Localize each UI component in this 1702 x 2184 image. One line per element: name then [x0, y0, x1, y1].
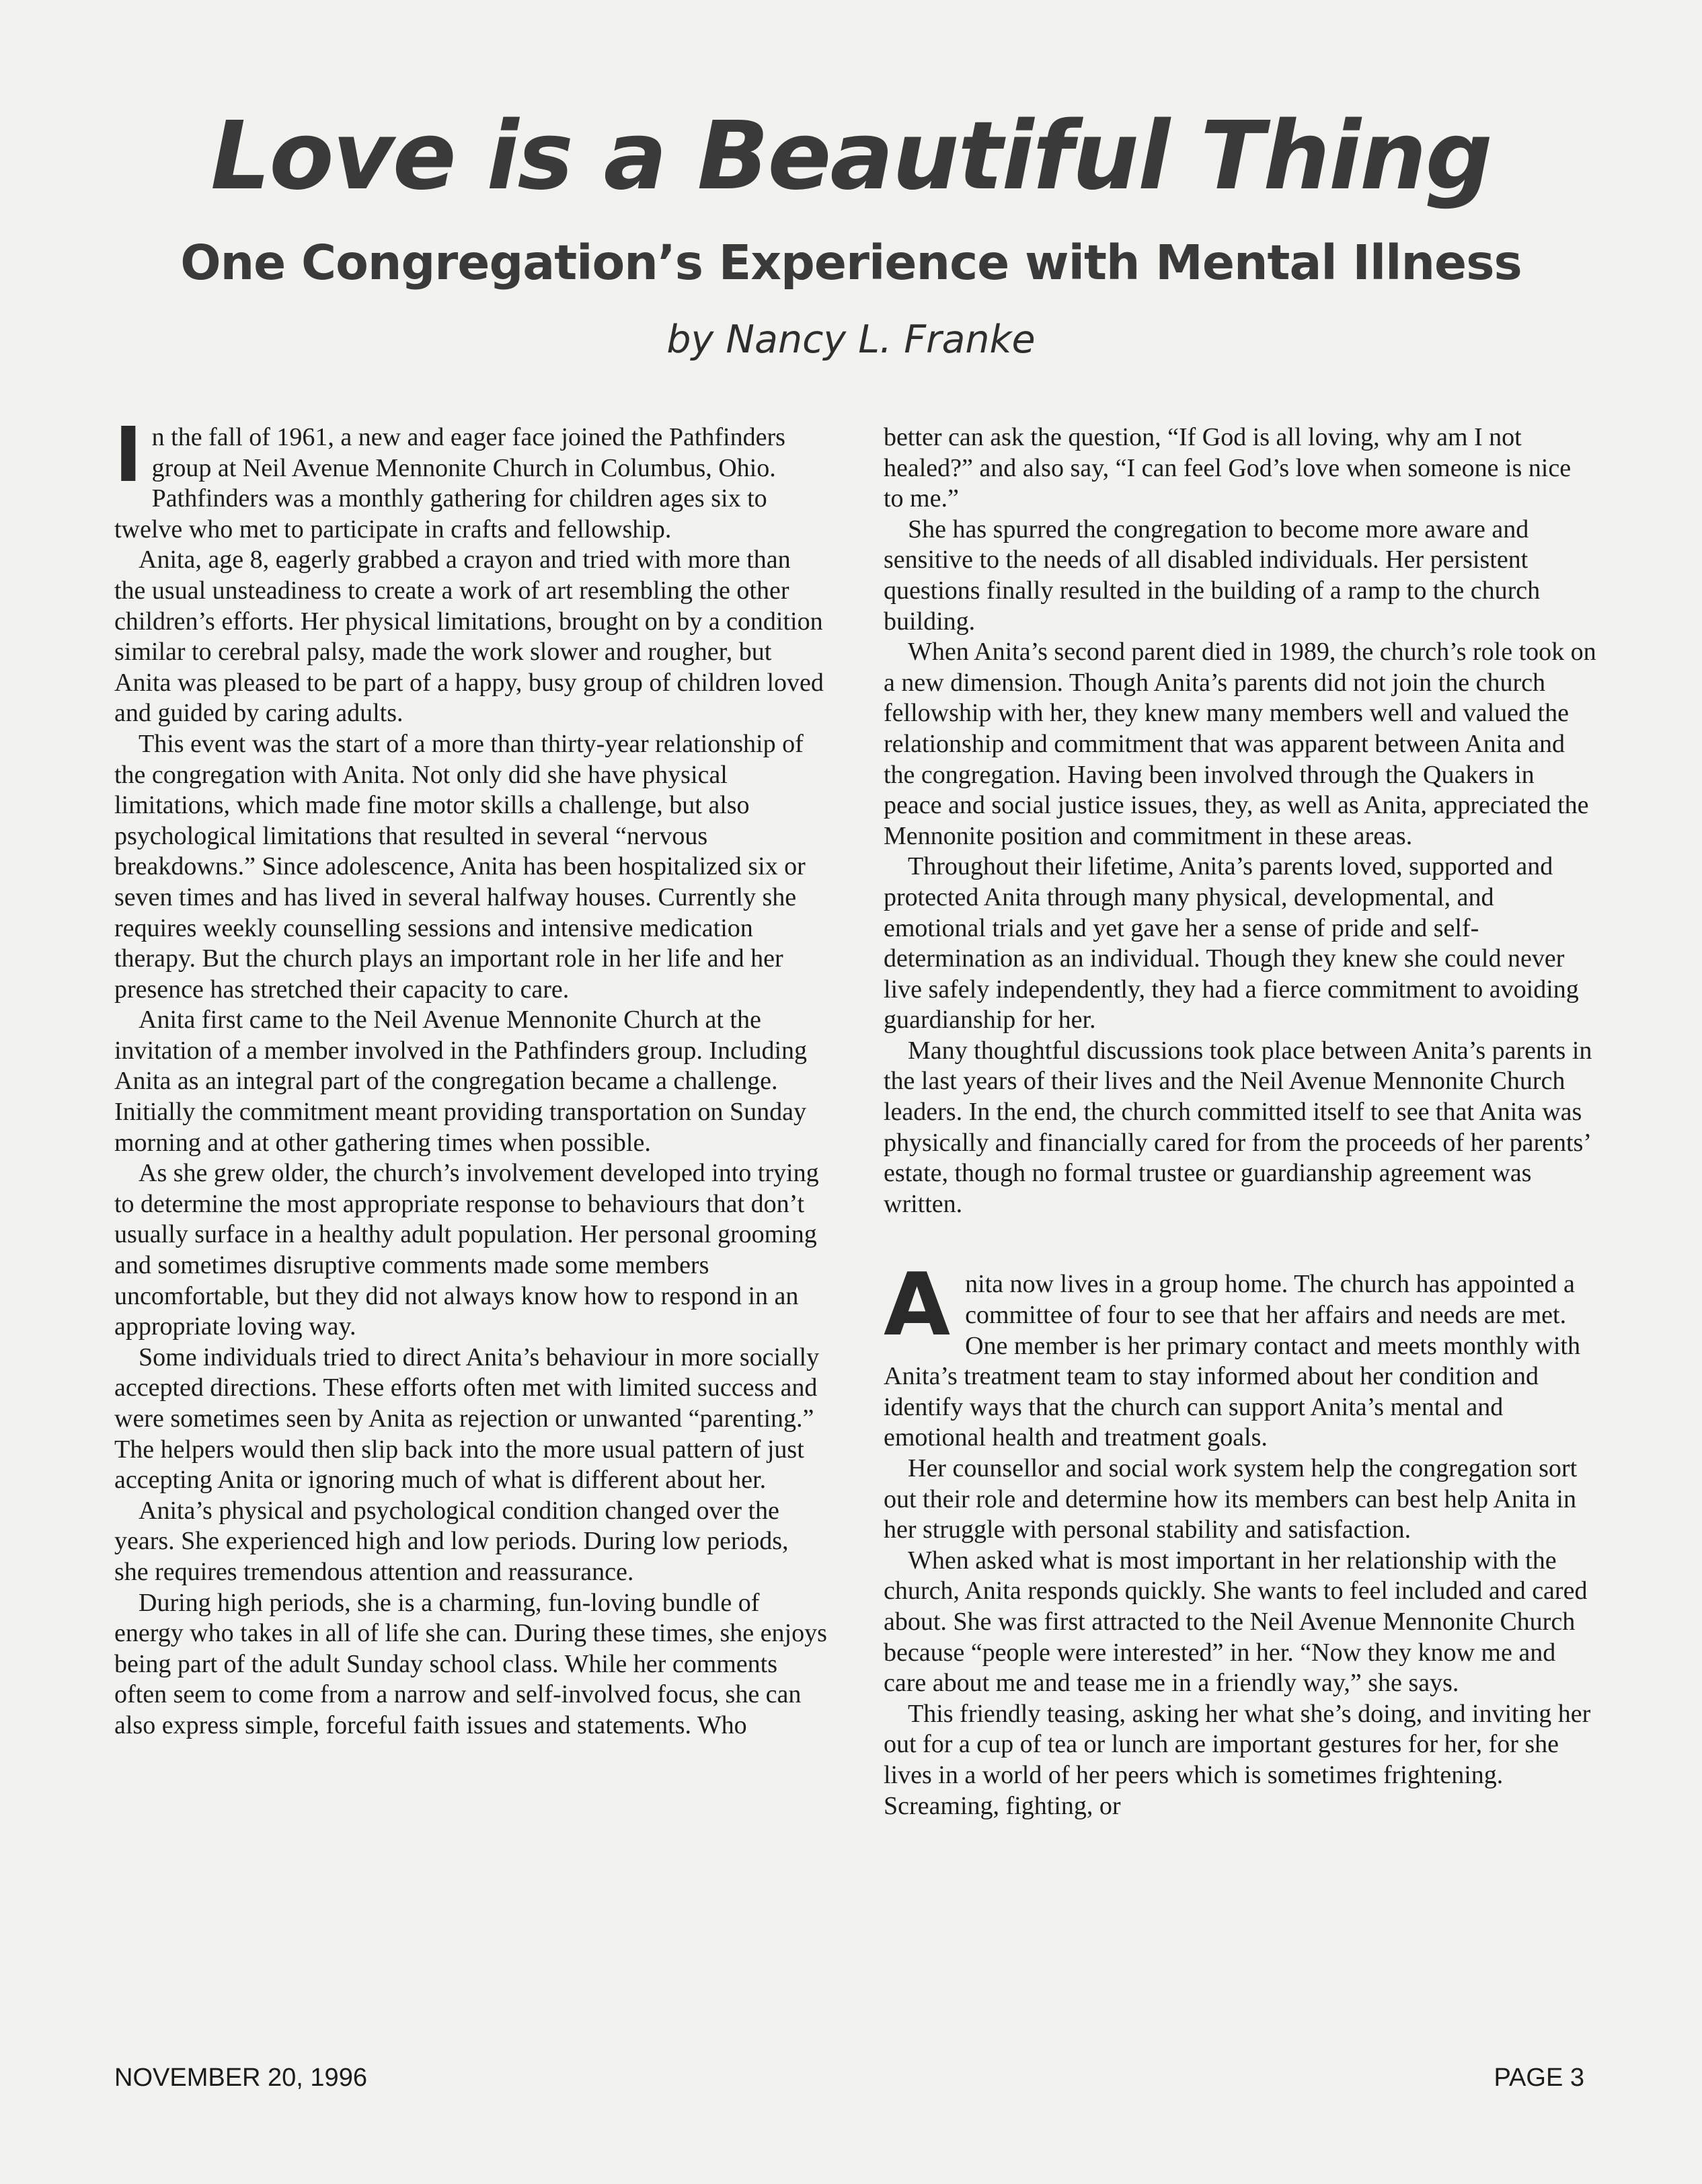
paragraph: Anita’s physical and psychological condition changed over the years. She experienced high and low periods. During low periods, she requires tremendous attention and reassurance.	[114, 1496, 789, 1586]
paragraph: Many thoughtful discussions took place between Anita’s parents in the last years of their lives and the Neil Avenue Mennonite Church leaders. In the end, the church committed itself to see that Anita was physically and financially cared for from the proceeds of her parents’ estate, though no formal trustee or guardianship agreement was written.	[884, 1036, 1592, 1218]
paragraph: Some individuals tried to direct Anita’s behaviour in more socially accepted directions. These efforts often met with limited success and were sometimes seen by Anita as rejection or unwanted “parenting.” The helpers would then slip back into the more usual pattern of just accepting Anita or ignoring much of what is different about her.	[114, 1343, 820, 1495]
paragraph	[114, 412, 827, 545]
article-byline: by Nancy L. Franke	[666, 317, 1036, 362]
paragraph: When Anita’s second parent died in 1989, the church’s role took on a new dimension. Though Anita’s parents did not join the church fellowship with her, they knew many members well and valued the relationship and commitment that was apparent between Anita and the congregation. Having been involved through the Quakers in peace and social justice issues, they, as well as Anita, appreciated the Mennonite position and commitment in these areas.	[884, 638, 1596, 850]
paragraph-text: n the fall of 1961, a new and eager face joined the Pathfinders group at Neil Avenue Mennonite Church in Columbus, Ohio. Pathfinders was a monthly gathering for children ages six to twelve who met to participate in crafts and fellowship.	[114, 423, 785, 543]
paragraph: better can ask the question, “If God is all loving, why am I not healed?” and also say, “I can feel God’s love when someone is nice to me.”	[884, 423, 1572, 513]
drop-cap: I	[114, 412, 143, 499]
paragraph: As she grew older, the church’s involvement developed into trying to determine the most appropriate response to behaviours that don’t usually surface in a healthy adult population. Her personal grooming and sometimes disruptive comments made some members uncomfortable, but they did not always know how to respond in an appropriate loving way.	[114, 1159, 819, 1341]
paragraph: Anita, age 8, eagerly grabbed a crayon and tried with more than the usual unsteadiness to create a work of art resembling the other children’s efforts. Her physical limitations, brought on by a condition similar to cerebral palsy, made the work slower and rougher, but Anita was pleased to be part of a happy, busy group of children loved and guided by caring adults.	[114, 545, 824, 728]
paragraph	[884, 1255, 1596, 1454]
footer-date: NOVEMBER 20, 1996	[114, 2064, 367, 2092]
paragraph: Throughout their lifetime, Anita’s parents loved, supported and protected Anita through many physical, developmental, and emotional trials and yet gave her a sense of pride and self-determination as an individual. Though they knew she could never live safely independently, they had a fierce commitment to avoiding guardianship for her.	[884, 852, 1579, 1034]
paragraph: She has spurred the congregation to become more aware and sensitive to the needs of all disabled individuals. Her persistent questions finally resulted in the building of a ramp to the church building.	[884, 515, 1541, 636]
paragraph: During high periods, she is a charming, fun-loving bundle of energy who takes in all of life she can. During these times, she enjoys being part of the adult Sunday school class. While her comments often seem to come from a narrow and self-involved focus, she can also express simple, forceful faith issues and statements. Who	[114, 1588, 827, 1739]
article-title: Love is a Beautiful Thing	[210, 102, 1492, 211]
drop-cap: A	[884, 1255, 951, 1356]
left-column	[114, 412, 827, 1741]
paragraph: Anita first came to the Neil Avenue Mennonite Church at the invitation of a member involved in the Pathfinders group. Including Anita as an integral part of the congregation became a challenge. Initially the commitment meant providing transportation on Sunday morning and at other gathering times when possible.	[114, 1006, 808, 1157]
article-subtitle: One Congregation’s Experience with Mental Illness	[180, 235, 1522, 291]
section-break	[884, 1219, 1596, 1269]
right-column	[884, 422, 1596, 1821]
paragraph-text: nita now lives in a group home. The church has appointed a committee of four to see that her affairs and needs are met. One member is her primary contact and meets monthly with Anita’s treatment team to stay informed about her condition and identify ways that the church can support Anita’s mental and emotional health and treatment goals.	[884, 1270, 1580, 1452]
paragraph: This friendly teasing, asking her what she’s doing, and inviting her out for a cup of tea or lunch are important gestures for her, for she lives in a world of her peers which is sometimes frightening. Screaming, fighting, or	[884, 1699, 1591, 1820]
footer-page-number: PAGE 3	[1494, 2064, 1584, 2092]
paragraph: When asked what is most important in her relationship with the church, Anita responds quickly. She wants to feel included and cared about. She was first attracted to the Neil Avenue Mennonite Church because “people were interested” in her. “Now they know me and care about me and tease me in a friendly way,” she says.	[884, 1546, 1588, 1698]
paragraph: Her counsellor and social work system help the congregation sort out their role and determine how its members can best help Anita in her struggle with personal stability and satisfaction.	[884, 1454, 1578, 1544]
paragraph: This event was the start of a more than thirty-year relationship of the congregation with Anita. Not only did she have physical limitations, which made fine motor skills a challenge, but also psychological limitations that resulted in several “nervous breakdowns.” Since adolescence, Anita has been hospitalized six or seven times and has lived in several halfway houses. Currently she requires weekly counselling sessions and intensive medication therapy. But the church plays an important role in her life and her presence has stretched their capacity to care.	[114, 729, 806, 1004]
